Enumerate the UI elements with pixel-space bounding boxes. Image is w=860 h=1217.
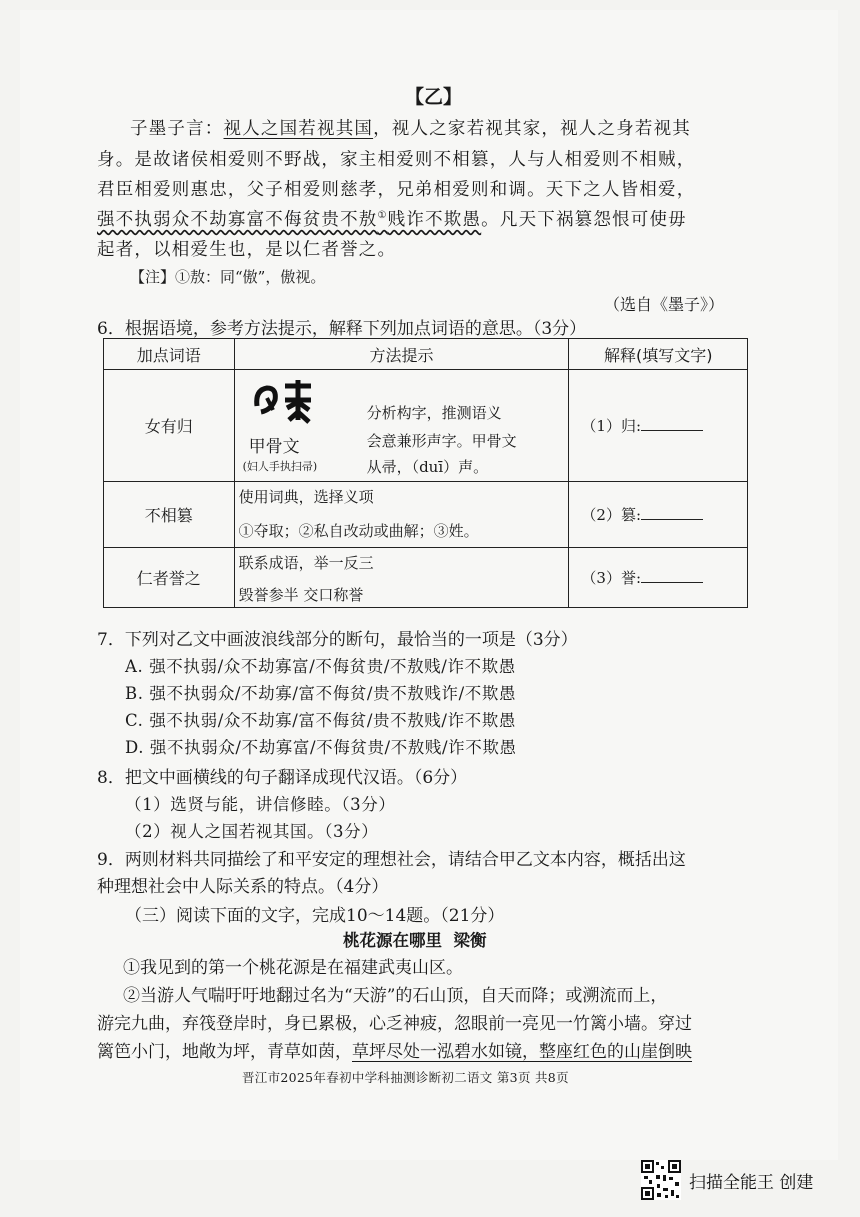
option-a[interactable]: A. 强不执弱/众不劫寡富/不侮贫贵/不敖贱/诈不欺愚 (125, 657, 516, 676)
question-7-stem: 7．下列对乙文中画波浪线部分的断句，最恰当的一项是（3分） (97, 630, 578, 650)
word-cell: 不相篡 (104, 482, 235, 548)
part3-heading: （三）阅读下面的文字，完成10～14题。（21分） (125, 906, 505, 926)
section-title: 【乙】 (405, 86, 463, 108)
hint-text: 会意兼形声字。甲骨文 (366, 432, 517, 450)
option-b[interactable]: B. 强不执弱众/不劫寡/富不侮贫/贵不敖贱诈/不欺愚 (125, 684, 517, 703)
answer-cell: （3）誉: (569, 548, 748, 608)
table-header: 加点词语 (104, 339, 235, 370)
hint-text: 联系成语，举一反三 (238, 554, 374, 572)
table-row (104, 482, 748, 548)
question-9-line: 种理想社会中人际关系的特点。（4分） (97, 877, 389, 897)
answer-cell: （2）篡: (569, 482, 748, 548)
table-header: 方法提示 (234, 339, 569, 370)
passage-line-4: 强不执弱众不劫寡富不侮贫贵不敖①贱诈不欺愚。凡天下祸篡怨恨可使毋 (97, 210, 687, 230)
question-6-stem: 6．根据语境，参考方法提示，解释下列加点词语的意思。（3分） (97, 319, 587, 339)
table-header-row (104, 339, 748, 370)
hint-text: ①夺取；②私自改动或曲解；③姓。 (238, 522, 479, 540)
option-d[interactable]: D. 强不执弱众/不劫寡富/不侮贫贵/不敖贱/诈不欺愚 (125, 738, 517, 757)
article-paragraph: ①我见到的第一个桃花源是在福建武夷山区。 (123, 958, 463, 978)
question-6-table (103, 338, 748, 608)
hint-text: 分析构字，推测语义 (366, 404, 502, 422)
glyph-caption: 甲骨文 (248, 437, 300, 457)
table-row (104, 548, 748, 608)
page-footer: 晋江市2025年春初中学科抽测诊断初二语文 第3页 共8页 (242, 1070, 569, 1085)
table-header: 解释(填写文字) (569, 339, 748, 370)
hint-text: 使用词典，选择义项 (238, 488, 374, 506)
hint-cell (234, 370, 569, 482)
annotation-note: 【注】①敖：同“傲”，傲视。 (130, 268, 326, 286)
passage-line-3: 君臣相爱则惠忠，父子相爱则慈孝，兄弟相爱则和调。天下之人皆相爱， (97, 180, 696, 200)
article-author: 梁衡 (453, 931, 487, 950)
word-cell: 仁者誉之 (104, 548, 235, 608)
answer-blank[interactable] (641, 505, 703, 520)
article-title: 桃花源在哪里 梁衡 (343, 931, 487, 950)
underlined-sentence: 草坪尽处一泓碧水如镜，整座红色的山崖倒映 (352, 1042, 692, 1062)
article-paragraph: ②当游人气喘吁吁地翻过名为“天游”的石山顶，自天而降；或溯流而上， (123, 986, 668, 1006)
oracle-bone-glyph-icon (249, 376, 329, 434)
glyph-subcaption: (妇人手执扫帚) (242, 460, 318, 473)
hint-cell (234, 548, 569, 608)
question-8-item: （1）选贤与能，讲信修睦。（3分） (125, 795, 396, 814)
article-paragraph: 篱笆小门，地敞为坪，青草如茵，草坪尽处一泓碧水如镜，整座红色的山崖倒映 (97, 1042, 692, 1062)
passage-line-2: 身。是故诸侯相爱则不野战，家主相爱则不相篡，人与人相爱则不相贼， (97, 150, 696, 170)
underlined-sentence: 视人之国若视其国 (223, 119, 374, 139)
question-8-item: （2）视人之国若视其国。（3分） (125, 822, 379, 841)
passage-line-5: 起者，以相爱生也，是以仁者誉之。 (97, 240, 397, 260)
question-9-line: 9．两则材料共同描绘了和平安定的理想社会，请结合甲乙文本内容，概括出这 (97, 850, 686, 870)
answer-blank[interactable] (641, 416, 703, 431)
wavy-underlined-sentence: 强不执弱众不劫寡富不侮贫贵不敖①贱诈不欺愚 (97, 210, 482, 230)
answer-cell: （1）归: (569, 370, 748, 482)
answer-blank[interactable] (641, 568, 703, 583)
option-c[interactable]: C. 强不执弱/众不劫寡/富不侮贫/贵不敖贱/诈不欺愚 (125, 711, 516, 730)
table-row (104, 370, 748, 482)
question-8-stem: 8．把文中画横线的句子翻译成现代汉语。（6分） (97, 768, 468, 788)
hint-text: 毁誉参半 交口称誉 (238, 586, 364, 604)
source-citation: （选自《墨子》） (604, 295, 725, 314)
scan-badge (641, 1160, 813, 1200)
hint-cell (234, 482, 569, 548)
scan-badge-text: 扫描全能王 创建 (689, 1172, 814, 1193)
article-paragraph: 游完九曲，弃筏登岸时，身已累极，心乏神疲，忽眼前一亮见一竹篱小墙。穿过 (97, 1014, 692, 1034)
passage-line-1: 子墨子言：视人之国若视其国，视人之家若视其家，视人之身若视其 (130, 119, 692, 139)
hint-text: 从帚，（duī）声。 (366, 458, 489, 476)
qr-code-icon (641, 1160, 681, 1200)
word-cell: 女有归 (104, 370, 235, 482)
